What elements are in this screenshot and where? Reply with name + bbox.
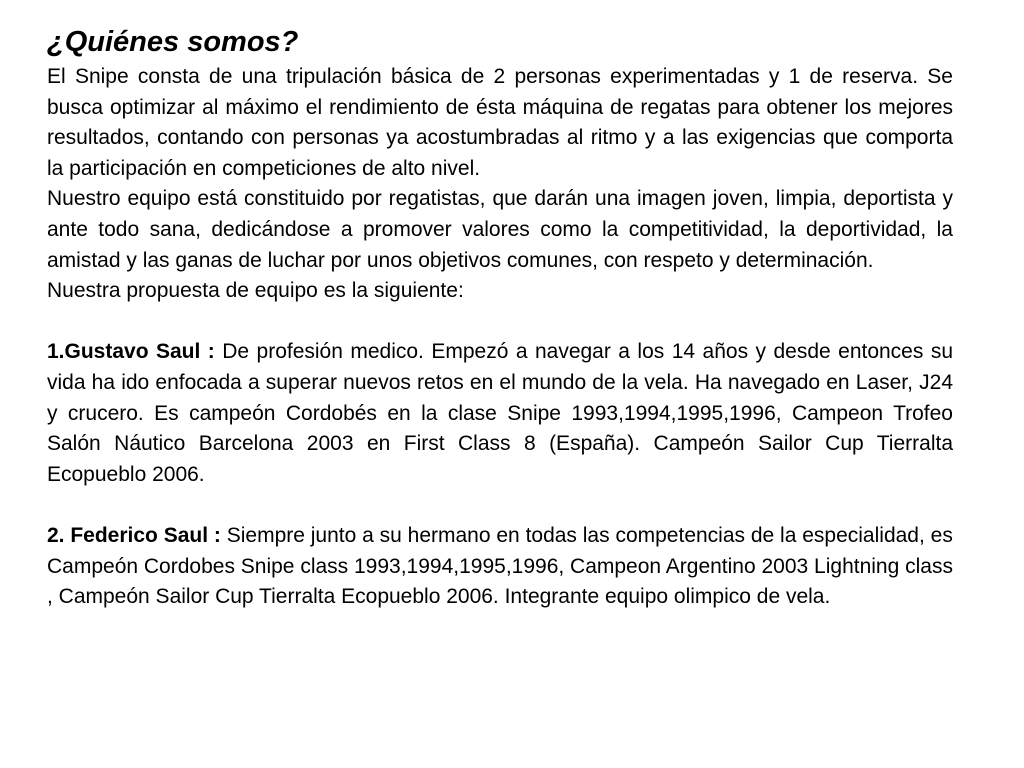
team-description-paragraph: Nuestro equipo está constituido por regatistas, que darán una imagen joven, limpia, deportista y ante todo sana, dedicándose a promover valores como la competitividad, la deportividad, la amistad y las ganas de luchar por unos objetivos comunes, con respeto y determinación. bbox=[47, 187, 953, 272]
member-bio: Siempre junto a su hermano en todas las competencias de la especialidad, es Campeón Cordobes Snipe class 1993,1994,1995,1996, Campeon Argentino 2003 Lightning class , Campeón Sailor Cup Tierralta Ecopueblo 2006. Integrante equipo olimpico de vela. bbox=[47, 523, 953, 609]
spacer bbox=[47, 307, 953, 338]
document-page bbox=[47, 24, 953, 613]
spacer bbox=[47, 490, 953, 521]
page-title: ¿Quiénes somos? bbox=[47, 26, 299, 58]
member-name: 1.Gustavo Saul : bbox=[47, 340, 215, 364]
member-entry-gustavo bbox=[47, 337, 953, 490]
member-bio: De profesión medico. Empezó a navegar a los 14 años y desde entonces su vida ha ido enfocada a superar nuevos retos en el mundo de la vela. Ha navegado en Laser, J24 y crucero. Es campeón Cordobés en la clase Snipe 1993,1994,1995,1996, Campeon Trofeo Salón Náutico Barcelona 2003 en First Class 8 (España). Campeón Sailor Cup Tierralta Ecopueblo 2006. bbox=[47, 340, 953, 486]
team-proposal-paragraph: Nuestra propuesta de equipo es la siguiente: bbox=[47, 279, 464, 303]
member-entry-federico bbox=[47, 521, 953, 613]
member-name: 2. Federico Saul : bbox=[47, 523, 221, 547]
intro-paragraph: El Snipe consta de una tripulación básica de 2 personas experimentadas y 1 de reserva. Se busca optimizar al máximo el rendimiento de ésta máquina de regatas para obtener los mejores resultados, contando con personas ya acostumbradas al ritmo y a las exigencias que comporta la participación en competiciones de alto nivel. bbox=[47, 65, 953, 180]
